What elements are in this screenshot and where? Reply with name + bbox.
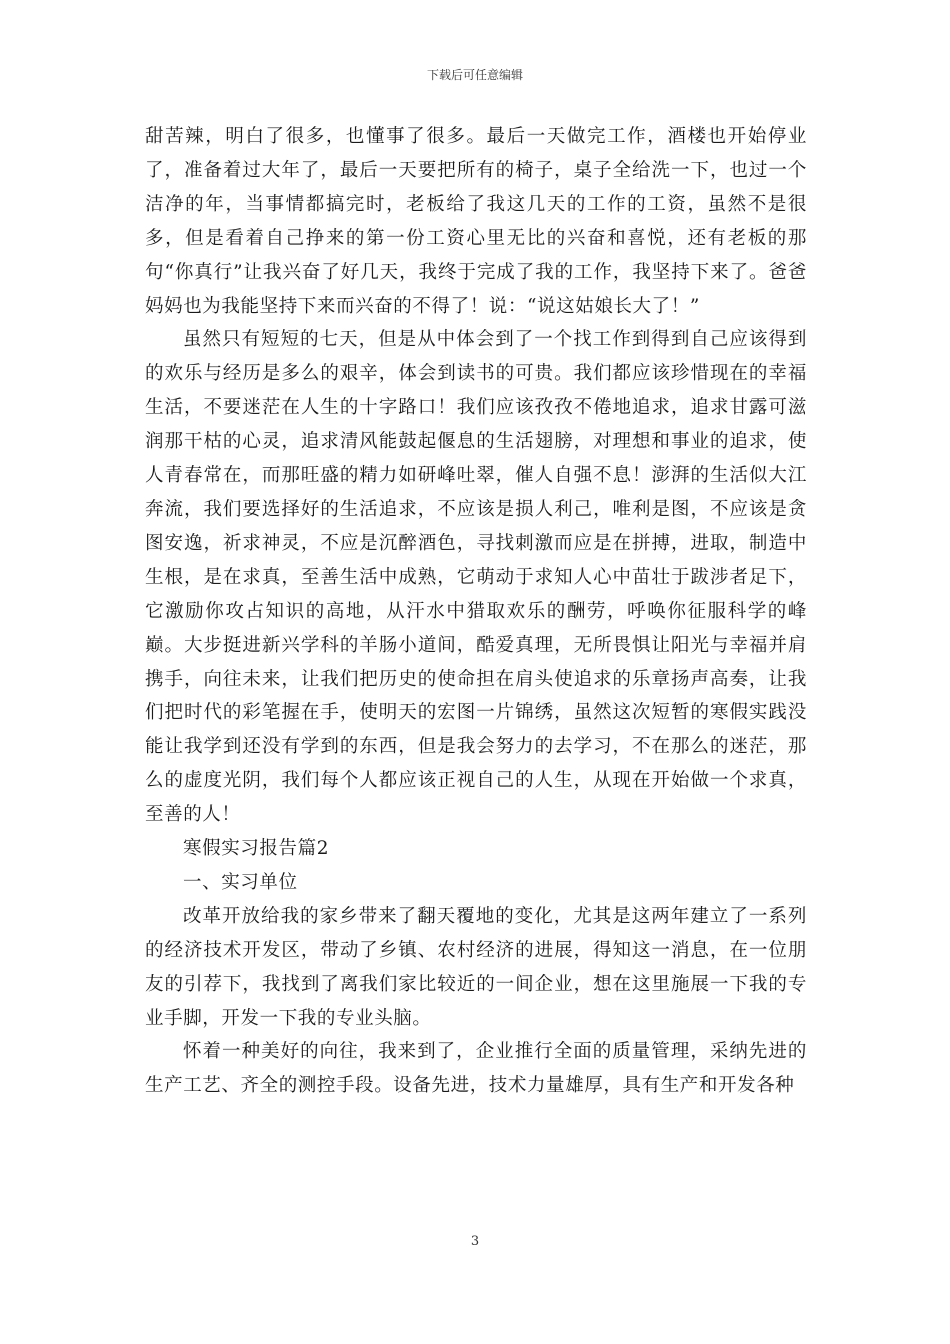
paragraph-2: 虽然只有短短的七天，但是从中体会到了一个找工作到得到自己应该得到的欢乐与经历是多么的艰辛，体会到读书的可贵。我们都应该珍惜现在的幸福生活，不要迷茫在人生的十字路口！我们应该孜孜不倦地追求，追求甘露可滋润那干枯的心灵，追求清风能鼓起偃息的生活翅膀，对理想和事业的追求，使人青春常在，而那旺盛的精力如研峰吐翠，催人自强不息！澎湃的生活似大江奔流，我们要选择好的生活追求，不应该是损人利己，唯利是图，不应该是贪图安逸，祈求神灵，不应是沉醉酒色，寻找刺激而应是在拼搏，进取，制造中生根，是在求真，至善生活中成熟，它萌动于求知人心中苗壮于跋涉者足下，它激励你攻占知识的高地，从汗水中猎取欢乐的酬劳，呼唤你征服科学的峰巅。大步挺进新兴学科的羊肠小道间，酷爱真理，无所畏惧让阳光与幸福并肩携手，向往未来，让我们把历史的使命担在肩头使追求的乐章扬声高奏，让我们把时代的彩笔握在手，使明天的宏图一片锦绣，虽然这次短暂的寒假实践没能让我学到还没有学到的东西，但是我会努力的去学习，不在那么的迷茫，那么的虚度光阴，我们每个人都应该正视自己的人生，从现在开始做一个求真，至善的人！ [145, 329, 807, 826]
paragraph-1: 甜苦辣，明白了很多，也懂事了很多。最后一天做完工作，酒楼也开始停业了，准备着过大年了，最后一天要把所有的椅子，桌子全给洗一下，也过一个洁净的年，当事情都搞完时，老板给了我这几天的工作的工资，虽然不是很多，但是看着自己挣来的第一份工资心里无比的兴奋和喜悦，还有老板的那句“你真行”让我兴奋了好几天，我终于完成了我的工作，我坚持下来了。爸爸妈妈也为我能坚持下来而兴奋的不得了！说：“说这姑娘长大了！” [145, 126, 807, 317]
document-body [145, 120, 807, 1103]
paragraph-4: 怀着一种美好的向往，我来到了，企业推行全面的质量管理，采纳先进的生产工艺、齐全的测控手段。设备先进，技术力量雄厚，具有生产和开发各种 [145, 1041, 807, 1097]
page-header: 下载后可任意编辑 [426, 68, 523, 82]
page-number: 3 [470, 1234, 480, 1249]
paragraph-3: 改革开放给我的家乡带来了翻天覆地的变化，尤其是这两年建立了一系列的经济技术开发区，带动了乡镇、农村经济的进展，得知这一消息，在一位朋友的引荐下，我找到了离我们家比较近的一间企业，想在这里施展一下我的专业手脚，开发一下我的专业头脑。 [145, 905, 807, 1029]
section-heading-internship-unit: 一、实习单位 [183, 871, 298, 893]
section-title: 寒假实习报告篇2 [183, 838, 330, 860]
